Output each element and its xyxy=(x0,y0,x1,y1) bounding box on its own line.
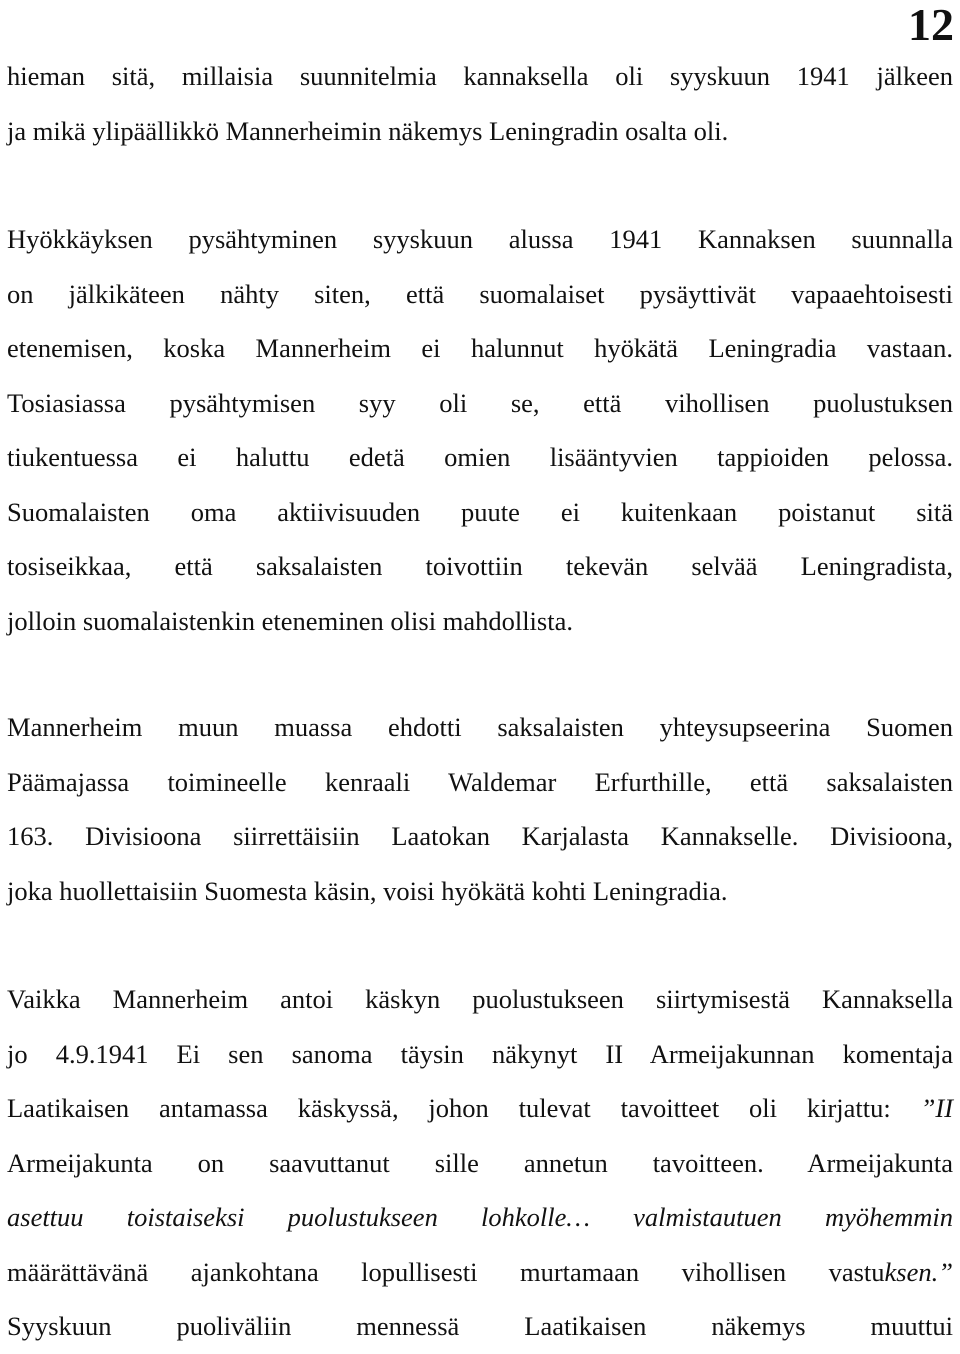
paragraph-line: etenemisen, koska Mannerheim ei halunnut hyökätä Leningradia vastaan. xyxy=(7,333,953,363)
line-text: Laatikaisen antamassa käskyssä, johon tulevat tavoitteet oli kirjattu: xyxy=(7,1093,891,1123)
paragraph-line: tiukentuessa ei haluttu edetä omien lisääntyvien tappioiden pelossa. xyxy=(7,442,953,472)
paragraph-line: Tosiasiassa pysähtymisen syy oli se, että vihollisen puolustuksen xyxy=(7,387,953,418)
paragraph-line: Syyskuun puoliväliin mennessä Laatikaisen näkemys muuttui xyxy=(7,1311,953,1341)
paragraph-line: 163. Divisioona siirrettäisiin Laatokan Karjalasta Kannakselle. Divisioona, xyxy=(7,821,953,851)
paragraph-line: jo 4.9.1941 Ei sen sanoma täysin näkynyt II Armeijakunnan komentaja xyxy=(7,1038,953,1069)
paragraph-line: Vaikka Mannerheim antoi käskyn puolustukseen siirtymisestä Kannaksella xyxy=(7,984,953,1014)
paragraph-1 xyxy=(7,49,953,158)
paragraph-line xyxy=(7,1245,953,1300)
paragraph-line: on jälkikäteen nähty siten, että suomalaiset pysäyttivät vapaaehtoisesti xyxy=(7,278,953,309)
paragraph-line: Mannerheim muun muassa ehdotti saksalaisten yhteysupseerina Suomen xyxy=(7,712,953,742)
quote-end: ksen.” xyxy=(884,1256,953,1287)
line-text: määrättävänä ajankohtana lopullisesti murtamaan vihollisen vastu xyxy=(7,1256,885,1287)
paragraph-3 xyxy=(7,700,953,918)
paragraph-line: joka huollettaisiin Suomesta käsin, voisi hyökätä kohti Leningradia. xyxy=(7,875,728,906)
paragraph-line: Hyökkäyksen pysähtyminen syyskuun alussa 1941 Kannaksen suunnalla xyxy=(7,224,953,254)
paragraph-line: Päämajassa toimineelle kenraali Waldemar Erfurthille, että saksalaisten xyxy=(7,766,953,797)
paragraph-2 xyxy=(7,212,953,648)
paragraph-line: jolloin suomalaistenkin eteneminen olisi mahdollista. xyxy=(7,605,573,636)
paragraph-line: Suomalaisten oma aktiivisuuden puute ei kuitenkaan poistanut sitä xyxy=(7,496,953,527)
paragraph-line: Armeijakunta on saavuttanut sille annetun tavoitteen. Armeijakunta xyxy=(7,1147,953,1178)
quote-start: ”II xyxy=(920,1093,954,1123)
paragraph-line xyxy=(7,1081,953,1136)
paragraph-line: tosiseikkaa, että saksalaisten toivottiin tekevän selvää Leningradista, xyxy=(7,551,953,581)
paragraph-line: hieman sitä, millaisia suunnitelmia kannaksella oli syyskuun 1941 jälkeen xyxy=(7,61,953,91)
page-number: 12 xyxy=(908,0,954,50)
paragraph-line: ja mikä ylipäällikkö Mannerheimin näkemys Leningradin osalta oli. xyxy=(7,115,729,146)
paragraph-line: asettuu toistaiseksi puolustukseen lohkolle… valmistautuen myöhemmin xyxy=(7,1202,953,1232)
paragraph-4 xyxy=(7,972,953,1354)
